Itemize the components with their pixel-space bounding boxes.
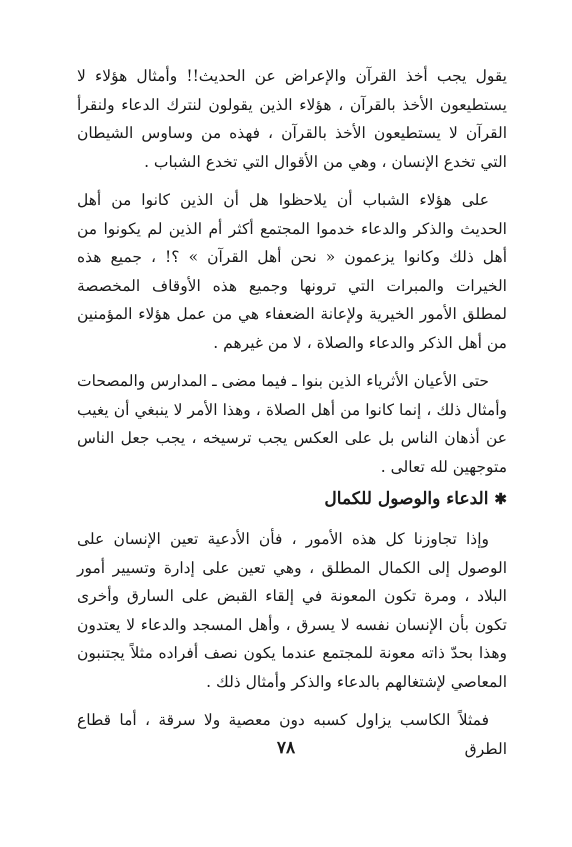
- paragraph-4: وإذا تجاوزنا كل هذه الأمور ، فأن الأدعية تعين الإنسان على الوصول إلى الكمال المطلق ، وهي تعين على إدارة وتسيير أمور البلاد ، ومرة تكون المعونة في إلقاء القبض على السارق وأخرى تكون بأن الإنسان نفسه لا يسرق ، وأهل المسجد والدعاء لا يعتدون وهذا بحدّ ذاته معونة للمجتمع عندما يكون نصف أفراده مثلاً يجتنبون المعاصي لإشتغالهم بالدعاء والذكر وأمثال ذلك .: [77, 530, 507, 691]
- page-body: [77, 62, 507, 763]
- star-icon: ✱: [494, 489, 507, 508]
- paragraph-gap: [77, 357, 507, 367]
- paragraph-gap: [77, 176, 507, 186]
- section-heading: [77, 485, 507, 513]
- paragraph-1: يقول يجب أخذ القرآن والإعراض عن الحديث!! وأمثال هؤلاء لا يستطيعون الأخذ بالقرآن ، هؤلاء الذين يقولون لنترك الدعاء ولنقرأ القرآن لا يستطيعون الأخذ بالقرآن ، فهذه من وساوس الشيطان التي تخدع الإنسان ، وهي من الأقوال التي تخدع الشباب .: [77, 67, 507, 171]
- paragraph-gap: [77, 696, 507, 706]
- paragraph-5: فمثلاً الكاسب يزاول كسبه دون معصية ولا سرقة ، أما قطاع الطرق: [77, 711, 507, 758]
- page-number: ٧٨: [276, 738, 296, 758]
- paragraph-3: حتى الأعيان الأثرياء الذين بنوا ـ فيما مضى ـ المدارس والمصحات وأمثال ذلك ، إنما كانوا من أهل الصلاة ، وهذا الأمر لا ينبغي أن يغيب عن أذهان الناس بل على العكس يجب ترسيخه ، يجب جعل الناس متوجهين لله تعالى .: [77, 372, 507, 476]
- paragraph-2: على هؤلاء الشباب أن يلاحظوا هل أن الذين كانوا من أهل الحديث والذكر والدعاء خدموا المجتمع أكثر أم الذين لم يكونوا من أهل ذلك وكانوا يزعمون « نحن أهل القرآن » ؟! ، جميع هذه الخيرات والمبرات التي ترونها وجميع هذه الأوقاف المخصصة لمطلق الأمور الخيرية ولإعانة الضعفاء هي من عمل هؤلاء المؤمنين من أهل الذكر والدعاء والصلاة ، لا من غيرهم .: [77, 191, 507, 352]
- section-heading-text: الدعاء والوصول للكمال: [324, 489, 489, 509]
